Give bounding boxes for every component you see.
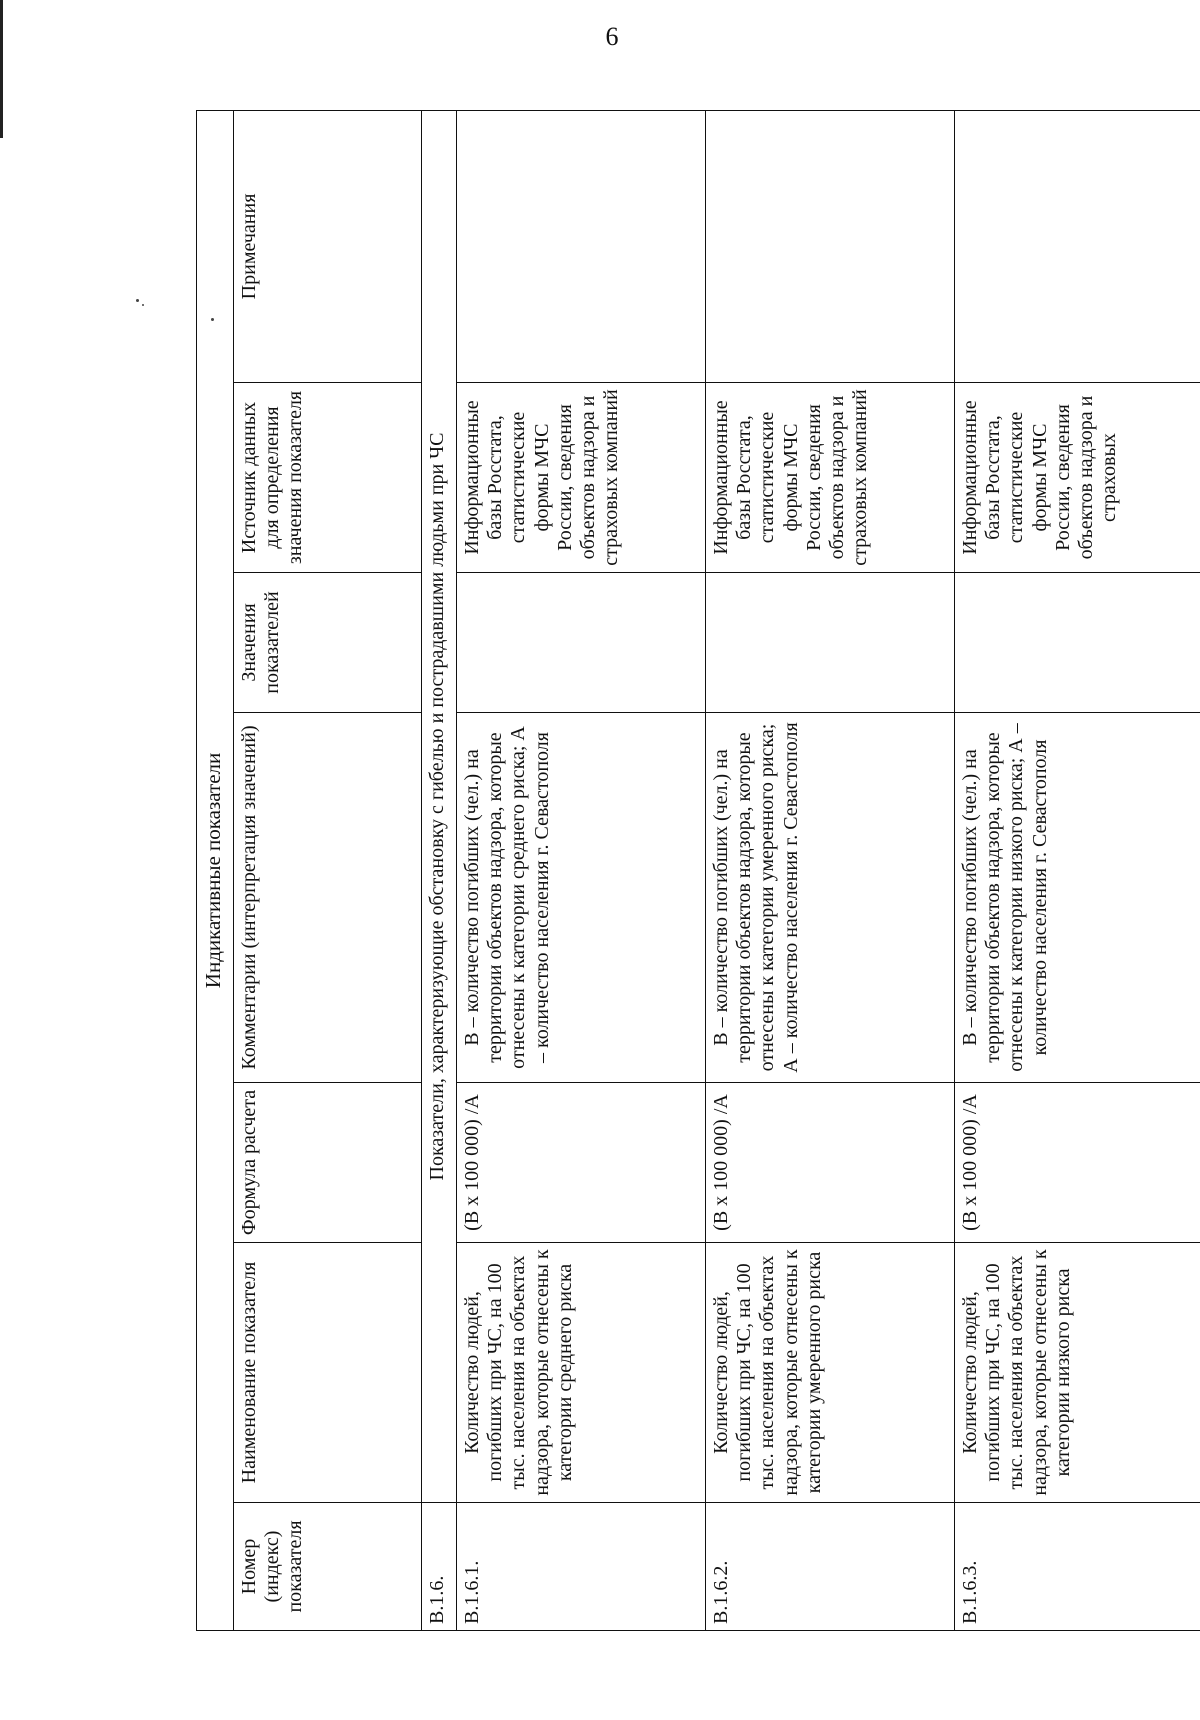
header-source: Источник данных для определения значения показателя [234, 383, 422, 573]
row-number: В.1.6.1. [457, 1503, 706, 1631]
row-notes [706, 110, 955, 382]
section-number: В.1.6. [422, 1503, 457, 1631]
indicators-table [196, 110, 1200, 1631]
page-number: 6 [605, 22, 619, 51]
scan-speck [142, 304, 144, 306]
row-notes [955, 110, 1200, 382]
table-title: Индикативные показатели [197, 110, 234, 1630]
rotated-table-container [196, 111, 1200, 1631]
row-source: Информационные базы Росстата, статистические формы МЧС России, сведения объектов надзора и страховых компаний [706, 383, 955, 573]
section-title: Показатели, характеризующие обстановку с гибелью и пострадавшими людьми при ЧС [422, 110, 457, 1502]
scan-speck [136, 299, 139, 302]
table-row [706, 110, 955, 1630]
row-comment: В – количество погибших (чел.) на территории объектов надзора, которые отнесены к категории низкого риска; А – количество населения г. Севастополя [955, 713, 1200, 1083]
header-comment: Комментарии (интерпретация значений) [234, 713, 422, 1083]
row-values [706, 573, 955, 713]
header-values: Значения показателей [234, 573, 422, 713]
header-name: Наименование показателя [234, 1243, 422, 1503]
row-formula: (В х 100 000) /А [457, 1083, 706, 1243]
table-row [955, 110, 1200, 1630]
row-comment: В – количество погибших (чел.) на территории объектов надзора, которые отнесены к категории среднего риска; А – количество населения г. Севастополя [457, 713, 706, 1083]
table-row [457, 110, 706, 1630]
row-values [955, 573, 1200, 713]
row-name: Количество людей, погибших при ЧС, на 100 тыс. населения на объектах надзора, которые отнесены к категории умеренного риска [706, 1243, 955, 1503]
row-number: В.1.6.2. [706, 1503, 955, 1631]
header-row [234, 110, 422, 1630]
section-row [422, 110, 457, 1630]
row-source: Информационные базы Росстата, статистические формы МЧС России, сведения объектов надзора и страховых компаний [457, 383, 706, 573]
row-values [457, 573, 706, 713]
row-formula: (В х 100 000) /А [955, 1083, 1200, 1243]
row-number: В.1.6.3. [955, 1503, 1200, 1631]
table-title-row [197, 110, 234, 1630]
row-name: Количество людей, погибших при ЧС, на 100 тыс. населения на объектах надзора, которые отнесены к категории низкого риска [955, 1243, 1200, 1503]
row-comment: В – количество погибших (чел.) на территории объектов надзора, которые отнесены к категории умеренного риска; А – количество населения г. Севастополя [706, 713, 955, 1083]
row-source: Информационные базы Росстата, статистические формы МЧС России, сведения объектов надзора и страховых [955, 383, 1200, 573]
header-notes: Примечания [234, 110, 422, 382]
row-notes [457, 110, 706, 382]
header-number: Номер (индекс) показателя [234, 1503, 422, 1631]
header-formula: Формула расчета [234, 1083, 422, 1243]
scan-edge-mark [0, 0, 3, 138]
row-name: Количество людей, погибших при ЧС, на 100 тыс. населения на объектах надзора, которые отнесены к категории среднего риска [457, 1243, 706, 1503]
row-formula: (В х 100 000) /А [706, 1083, 955, 1243]
